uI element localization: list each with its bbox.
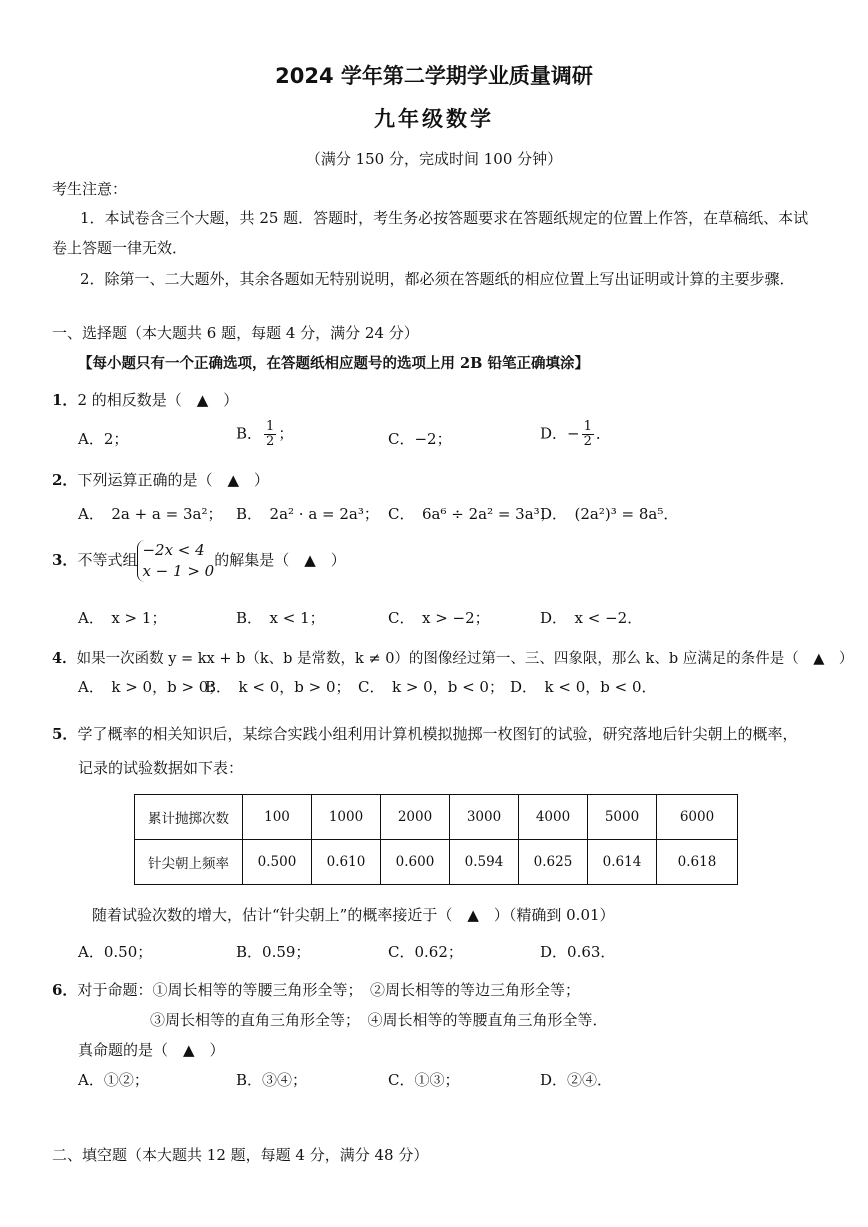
question-5-text: 学了概率的相关知识后，某综合实践小组利用计算机模拟抛掷一枚图钉的试验，研究落地后针尖朝上的概率， — [77, 725, 798, 743]
q6-option-d: D．②④． — [540, 1071, 613, 1089]
q4-option-b: B． k < 0，b > 0； — [205, 678, 351, 696]
fraction-denominator: 2 — [266, 434, 275, 449]
table-cell: 100 — [243, 795, 312, 840]
notice-item-1-line-1: 1．本试卷含三个大题，共 25 题．答题时，考生务必按答题要求在答题纸规定的位置上作答，在草稿纸、本试 — [80, 209, 809, 227]
question-6-number: 6． — [52, 981, 78, 999]
table-cell: 6000 — [657, 795, 738, 840]
table-row — [135, 840, 738, 885]
table-row-header: 累计抛掷次数 — [135, 795, 243, 840]
section-1-heading: 一、选择题（本大题共 6 题，每题 4 分，满分 24 分） — [52, 324, 419, 342]
q4-option-d: D． k < 0，b < 0． — [510, 678, 657, 696]
table-cell: 0.614 — [588, 840, 657, 885]
q1-option-b-tail: ； — [278, 424, 294, 443]
question-1-number: 1． — [52, 391, 78, 409]
q6-option-c: C．①③； — [388, 1071, 460, 1089]
fraction-denominator: 2 — [583, 434, 592, 449]
q3-option-b: B． x < 1； — [236, 609, 325, 627]
table-cell: 0.600 — [381, 840, 450, 885]
question-1-text: 2 的相反数是（ ▲ ） — [77, 391, 239, 409]
question-2-number: 2． — [52, 471, 78, 489]
q5-option-c: C．0.62； — [388, 943, 463, 961]
q1-option-c: C．−2； — [388, 430, 452, 448]
q1-option-d-tail: ． — [595, 424, 611, 443]
table-cell: 0.610 — [312, 840, 381, 885]
q1-option-b-label: B． — [236, 424, 263, 443]
fraction-numerator: 1 — [266, 419, 275, 434]
q5-option-a: A．0.50； — [78, 943, 153, 961]
question-6-stem-line-2: ③周长相等的直角三角形全等； ④周长相等的等腰直角三角形全等． — [150, 1011, 608, 1029]
q6-option-b: B．③④； — [236, 1071, 308, 1089]
notice-item-1-line-2: 卷上答题一律无效． — [52, 239, 188, 257]
q2-option-b: B． 2a² · a = 2a³； — [236, 505, 379, 523]
q5-option-b: B．0.59； — [236, 943, 311, 961]
section-2-heading: 二、填空题（本大题共 12 题，每题 4 分，满分 48 分） — [52, 1146, 429, 1164]
inequality-2: x − 1 > 0 — [142, 562, 215, 580]
table-cell: 0.625 — [519, 840, 588, 885]
q1-option-b-fraction — [264, 420, 276, 449]
table-row — [135, 795, 738, 840]
section-1-instruction: 【每小题只有一个正确选项，在答题纸相应题号的选项上用 2B 铅笔正确填涂】 — [78, 355, 589, 372]
q4-option-c: C． k > 0，b < 0； — [358, 678, 504, 696]
q1-option-d-label: D．− — [540, 424, 580, 443]
q4-option-a: A． k > 0，b > 0； — [78, 678, 224, 696]
table-cell: 0.594 — [450, 840, 519, 885]
q3-option-d: D． x < −2． — [540, 609, 643, 627]
question-4-number: 4． — [52, 650, 77, 667]
exam-note: （满分 150 分，完成时间 100 分钟） — [305, 150, 563, 168]
question-5-number: 5． — [52, 725, 78, 743]
question-6-text: 对于命题：①周长相等的等腰三角形全等； ②周长相等的等边三角形全等； — [77, 981, 580, 999]
table-cell: 4000 — [519, 795, 588, 840]
table-cell: 1000 — [312, 795, 381, 840]
question-5-stem-line-1 — [52, 723, 797, 744]
question-5-question: 随着试验次数的增大，估计“针尖朝上”的概率接近于（ ▲ ）（精确到 0.01） — [92, 906, 615, 924]
q3-option-a: A． x > 1； — [78, 609, 167, 627]
q2-option-c: C． 6a⁶ ÷ 2a² = 3a³； — [388, 505, 555, 523]
question-3-number: 3． — [52, 551, 78, 569]
question-2-text: 下列运算正确的是（ ▲ ） — [77, 471, 269, 489]
fraction-numerator: 1 — [583, 419, 592, 434]
q1-option-d-fraction — [582, 420, 594, 449]
q2-option-a: A． 2a + a = 3a²； — [78, 505, 223, 523]
table-cell: 0.618 — [657, 840, 738, 885]
table-cell: 2000 — [381, 795, 450, 840]
table-cell: 0.500 — [243, 840, 312, 885]
page-subtitle: 九年级数学 — [374, 107, 494, 131]
table-cell: 3000 — [450, 795, 519, 840]
question-6-stem-line-1 — [52, 979, 580, 1000]
q6-option-a: A．①②； — [78, 1071, 149, 1089]
q1-option-d — [540, 420, 611, 449]
table-row-header: 针尖朝上频率 — [135, 840, 243, 885]
inequality-system — [137, 540, 214, 582]
question-4-text: 如果一次函数 y = kx + b（k、b 是常数，k ≠ 0）的图像经过第一、三、四象限，那么 k、b 应满足的条件是（ ▲ ） — [76, 651, 854, 667]
page-title: 2024 学年第二学期学业质量调研 — [275, 64, 593, 88]
question-5-stem-line-2: 记录的试验数据如下表： — [78, 759, 244, 777]
frequency-table — [134, 794, 738, 885]
table-cell: 5000 — [588, 795, 657, 840]
question-3-text-post: 的解集是（ ▲ ） — [214, 551, 346, 569]
q3-option-c: C． x > −2； — [388, 609, 490, 627]
question-4-stem — [52, 647, 853, 668]
question-2-stem — [52, 469, 269, 490]
question-3-stem — [52, 540, 346, 582]
inequality-1: −2x < 4 — [142, 541, 205, 559]
q1-option-b — [236, 420, 293, 449]
notice-item-2: 2．除第一、二大题外，其余各题如无特别说明，都必须在答题纸的相应位置上写出证明或计算的主要步骤． — [80, 270, 795, 288]
q2-option-d: D． (2a²)³ = 8a⁵． — [540, 505, 679, 523]
q5-option-d: D．0.63． — [540, 943, 616, 961]
question-3-text-pre: 不等式组 — [77, 551, 138, 569]
question-6-question: 真命题的是（ ▲ ） — [78, 1041, 225, 1059]
question-1-stem — [52, 389, 238, 410]
notice-heading: 考生注意： — [52, 180, 128, 198]
q1-option-a: A．2； — [78, 430, 129, 448]
